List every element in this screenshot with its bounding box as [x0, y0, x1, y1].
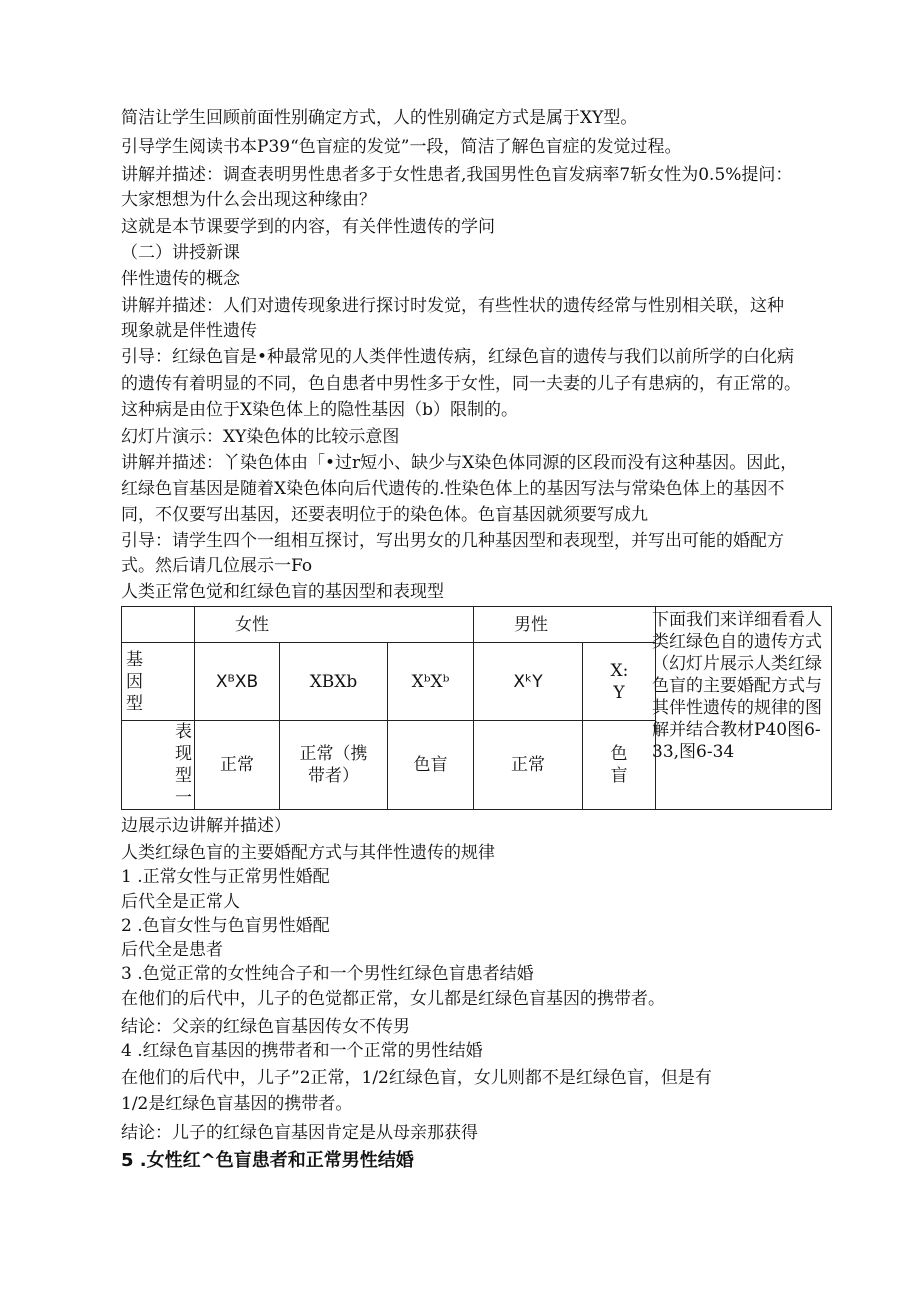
- row-label-phenotype: 表现型一: [122, 721, 195, 810]
- phenotype-cell: 色盲: [583, 721, 656, 810]
- phenotype-cell: 色盲: [388, 721, 474, 810]
- paragraph-line: 同，不仅要写出基因，还要表明位于的染色体。色盲基因就须要写成九: [121, 505, 648, 525]
- genotype-cell: XᴮXB: [195, 643, 280, 721]
- list-item: 1 .正常女性与正常男性婚配: [121, 867, 330, 887]
- header-female: 女性: [195, 607, 474, 643]
- paragraph-line: 这就是本节课要学到的内容，有关伴性遗传的学问: [121, 217, 495, 237]
- paragraph-line: 后代全是正常人: [121, 892, 240, 912]
- paragraph-line: 红绿色盲基因是随着X染色体向后代遗传的.性染色体上的基因写法与常染色体上的基因不: [121, 479, 785, 499]
- paragraph-line: 式。然后请几位展示一Fo: [121, 556, 313, 576]
- paragraph-line: 后代全是患者: [121, 940, 223, 960]
- phenotype-cell: 正常（携带者）: [280, 721, 388, 810]
- list-item: 3 .色觉正常的女性纯合子和一个男性红绿色盲患者结婚: [121, 964, 534, 984]
- corner-cell: [122, 607, 195, 643]
- paragraph-line: 在他们的后代中，儿子”2正常，1/2红绿色盲，女儿则都不是红绿色盲，但是有: [121, 1068, 712, 1088]
- section-heading: （二）讲授新课: [121, 243, 240, 263]
- paragraph-line: 边展示边讲解并描述）: [121, 816, 291, 836]
- paragraph-line: 幻灯片演示：XY染色体的比较示意图: [121, 427, 400, 447]
- paragraph-line: 1/2是红绿色盲基因的携带者。: [121, 1094, 353, 1114]
- genotype-cell: XᵏY: [474, 643, 583, 721]
- paragraph-line: 人类红绿色盲的主要婚配方式与其伴性遗传的规律: [121, 843, 495, 863]
- paragraph-line: 结论：父亲的红绿色盲基因传女不传男: [121, 1017, 410, 1037]
- paragraph-line: 引导：请学生四个一组相互探讨，写出男女的几种基因型和表现型，并写出可能的婚配方: [121, 531, 784, 551]
- row-label-genotype: 基因型: [122, 643, 195, 721]
- paragraph-line: 这种病是由位于X染色体上的隐性基因（b）限制的。: [121, 400, 518, 420]
- genotype-cell: XBXb: [280, 643, 388, 721]
- paragraph-line: 在他们的后代中，儿子的色觉都正常，女儿都是红绿色盲基因的携带者。: [121, 989, 665, 1009]
- paragraph-line: 简洁让学生回顾前面性别确定方式，人的性别确定方式是属于XY型。: [121, 108, 638, 128]
- list-item: 5 .女性红^色盲患者和正常男性结婚: [121, 1150, 414, 1171]
- subheading: 伴性遗传的概念: [121, 269, 240, 289]
- paragraph-line: 现象就是伴性遗传: [121, 321, 257, 341]
- table-caption: 人类正常色觉和红绿色盲的基因型和表现型: [121, 582, 444, 602]
- genotype-cell: X:Y: [583, 643, 656, 721]
- list-item: 2 .色盲女性与色盲男性婚配: [121, 916, 330, 936]
- list-item: 4 .红绿色盲基因的携带者和一个正常的男性结婚: [121, 1041, 483, 1061]
- paragraph-line: 引导：红绿色盲是•种最常见的人类伴性遗传病，红绿色盲的遗传与我们以前所学的白化病: [121, 347, 795, 367]
- paragraph-line: 引导学生阅读书本P39“色盲症的发觉”一段，简洁了解色盲症的发觉过程。: [121, 137, 682, 157]
- paragraph-line: 大家想想为什么会出现这种缘由？: [121, 190, 376, 210]
- genotype-cell: XᵇXᵇ: [388, 643, 474, 721]
- phenotype-cell: 正常: [195, 721, 280, 810]
- phenotype-cell: 正常: [474, 721, 583, 810]
- side-note: 下面我们来详细看看人类红绿色自的遗传方式（幻灯片展示人类红绿色盲的主要婚配方式与其伴性遗传的规律的图解并结合教材P40图6-33,图6-34: [652, 610, 822, 762]
- header-male: 男性: [474, 607, 656, 643]
- paragraph-line: 的遗传有着明显的不同，色自患者中男性多于女性，同一夫妻的儿子有患病的，有正常的。: [121, 374, 801, 394]
- paragraph-line: 结论：儿子的红绿色盲基因肯定是从母亲那获得: [121, 1123, 478, 1143]
- paragraph-line: 讲解并描述：调查表明男性患者多于女性患者,我国男性色盲发病率7斩女性为0.5%提问：: [121, 165, 793, 185]
- paragraph-line: 讲解并描述：人们对遗传现象进行探讨时发觉，有些性状的遗传经常与性别相关联，这种: [121, 296, 784, 316]
- paragraph-line: 讲解并描述：丫染色体由「•过r短小、缺少与X染色体同源的区段而没有这种基因。因此，: [121, 453, 798, 473]
